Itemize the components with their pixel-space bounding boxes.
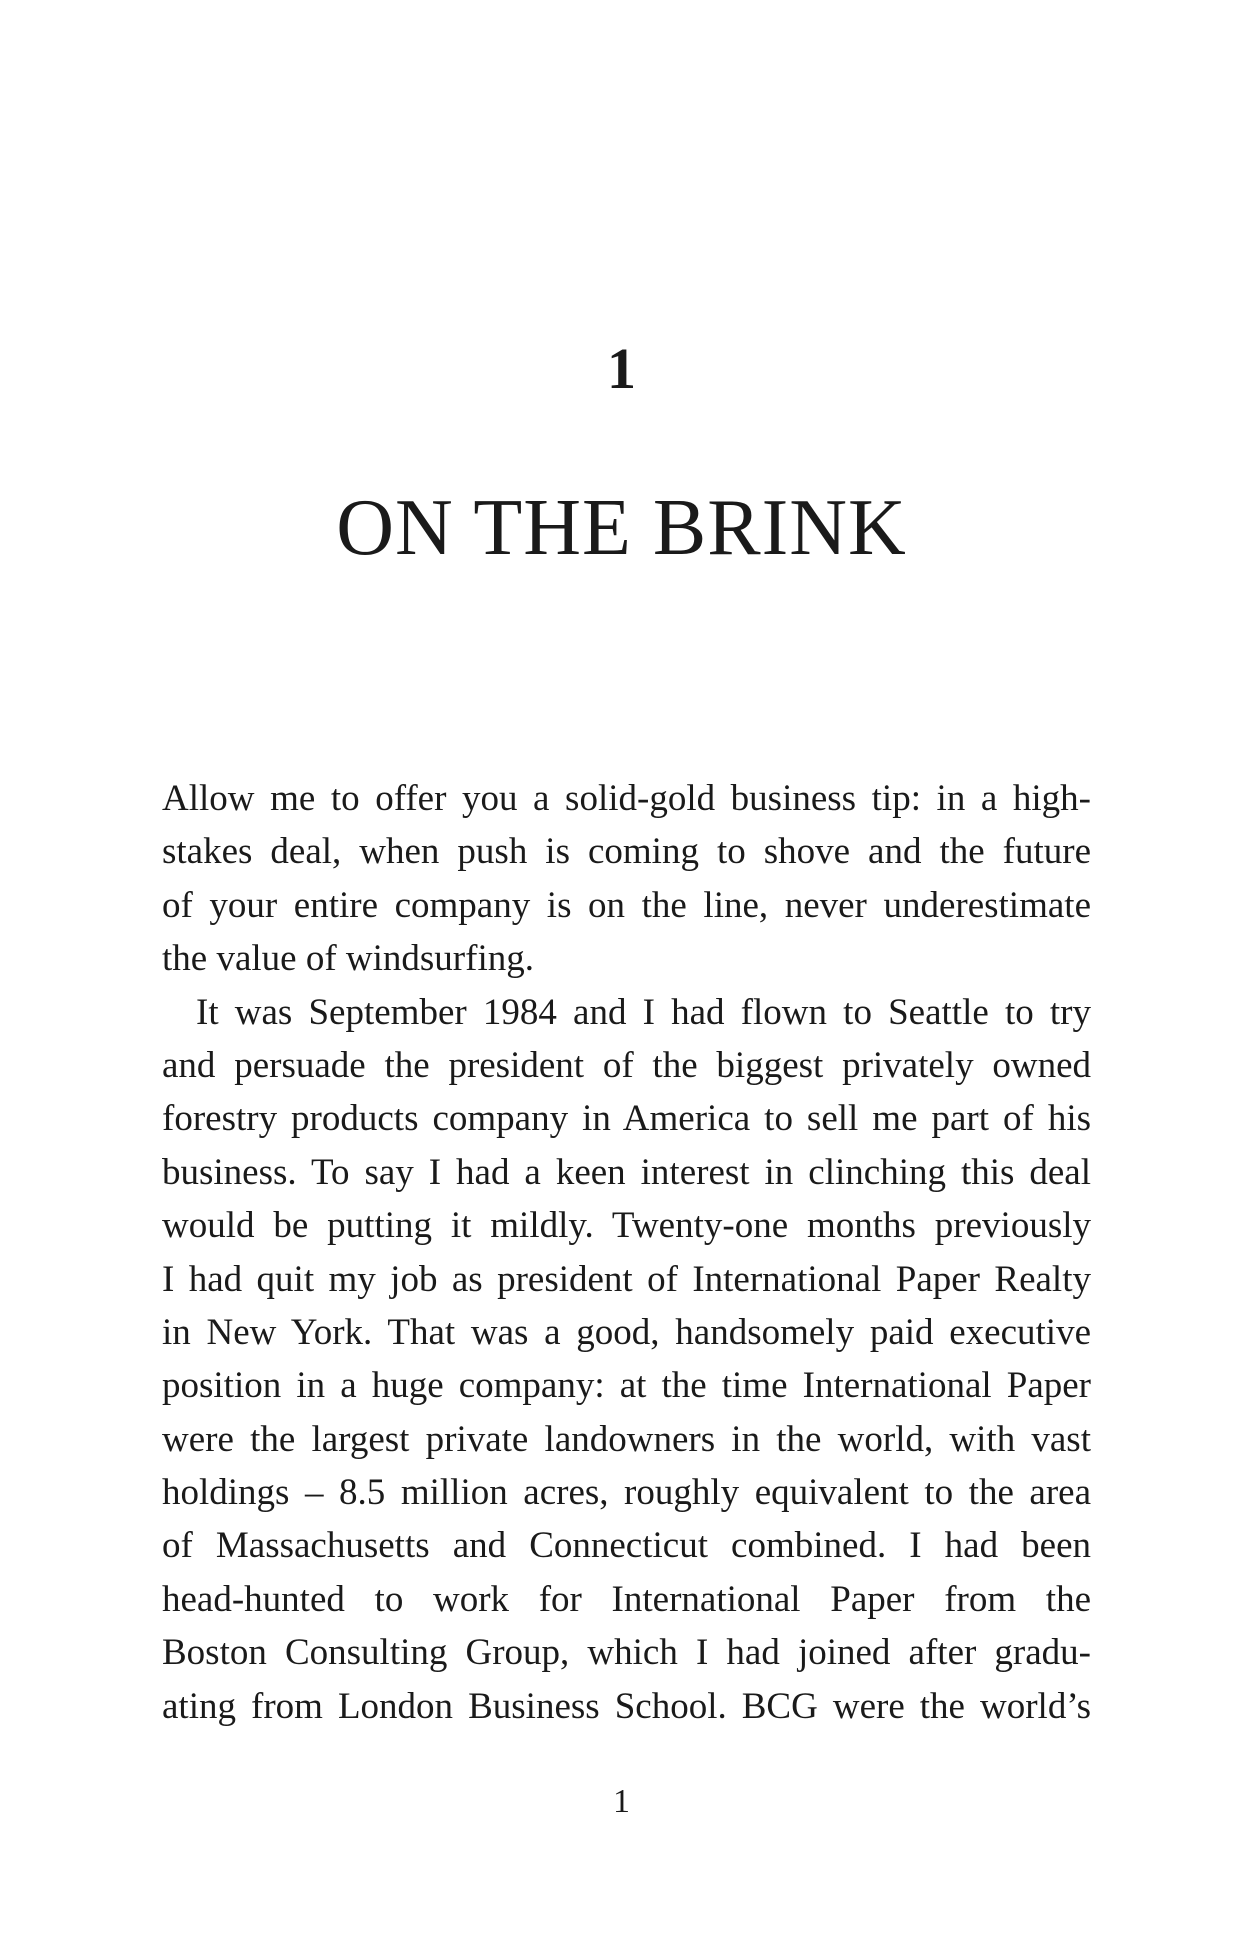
text-line: business. To say I had a keen interest in clinching this deal — [162, 1151, 1091, 1193]
text-line: It was September 1984 and I had flown to Seattle to try — [196, 991, 1091, 1033]
chapter-number: 1 — [607, 336, 636, 401]
text-line: Allow me to offer you a solid-gold business tip: in a high- — [162, 778, 1091, 819]
text-line: in New York. That was a good, handsomely paid executive — [162, 1311, 1091, 1353]
text-line: holdings – 8.5 million acres, roughly equivalent to the area — [162, 1472, 1091, 1514]
text-line: forestry products company in America to sell me part of his — [162, 1098, 1091, 1140]
text-line: of your entire company is on the line, never underestimate — [162, 884, 1091, 926]
body-text — [162, 772, 1091, 1733]
text-line: position in a huge company: at the time International Paper — [162, 1365, 1091, 1407]
text-line: of Massachusetts and Connecticut combined. I had been — [162, 1525, 1091, 1567]
text-line: I had quit my job as president of International Paper Realty — [162, 1258, 1091, 1300]
text-line: stakes deal, when push is coming to shove and the future — [162, 831, 1091, 873]
text-line: Boston Consulting Group, which I had joined after gradu- — [162, 1632, 1091, 1674]
text-line: were the largest private landowners in the world, with vast — [162, 1418, 1091, 1460]
text-line: would be putting it mildly. Twenty-one months previously — [162, 1205, 1091, 1247]
page-number: 1 — [613, 1783, 630, 1820]
text-line: the value of windsurfing. — [162, 938, 534, 980]
text-line: and persuade the president of the biggest privately owned — [162, 1044, 1091, 1086]
chapter-title: ON THE BRINK — [336, 484, 907, 572]
text-line: ating from London Business School. BCG were the world’s — [162, 1685, 1091, 1727]
text-line: head-hunted to work for International Paper from the — [162, 1578, 1091, 1620]
